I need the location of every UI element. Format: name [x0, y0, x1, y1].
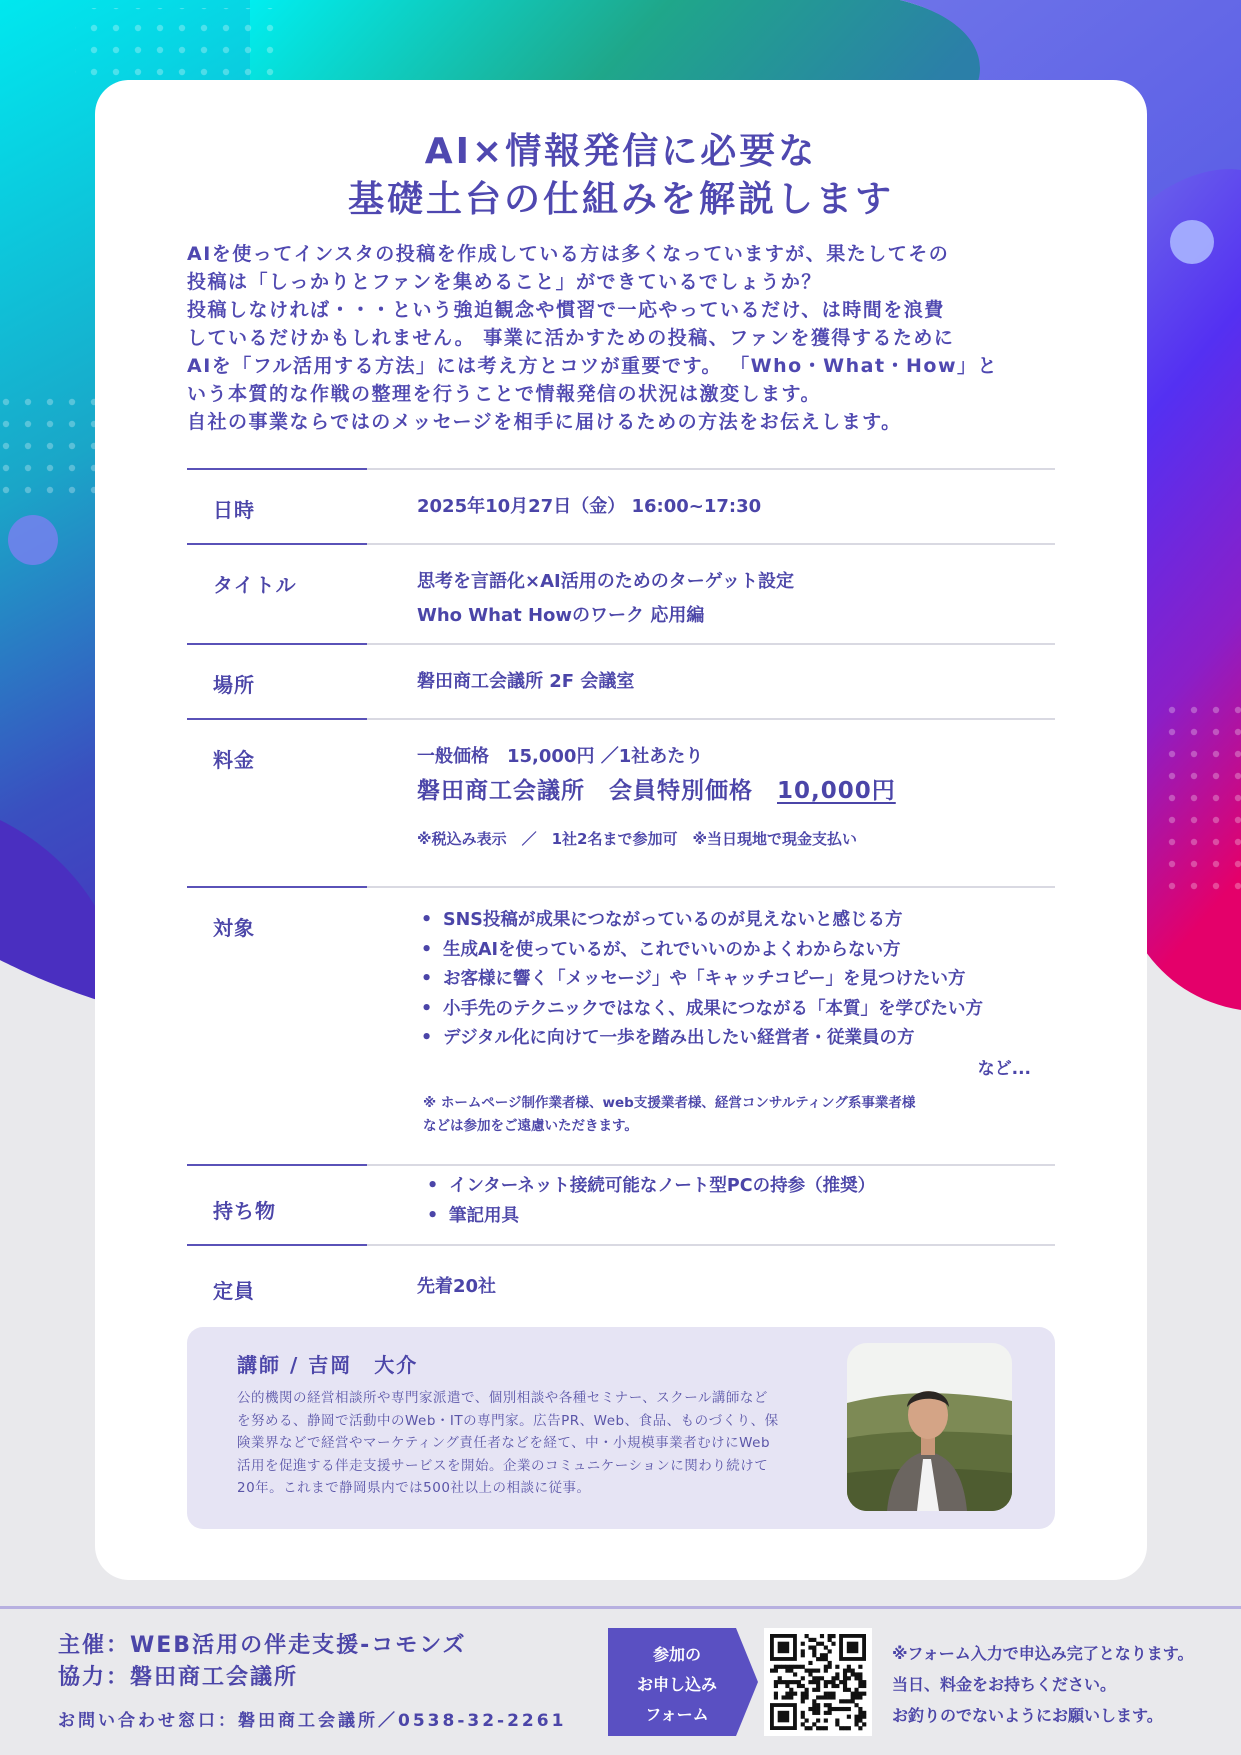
qr-code[interactable] — [764, 1628, 872, 1736]
intro-text: AIを使ってインスタの投稿を作成している方は多くなっていますが、果たしてその 投稿は「しっかりとファンを集めること」ができているでしょうか？ 投稿しなければ・・・という強迫観念や慣習で一応やっているだけ、は時間を浪費 しているだけかもしれません。 事業に活かすための投稿、ファンを獲得するために AIを「フル活用する方法」には考え方とコツが重要です。 「Who・What・How」と いう本質的な作戦の整理を行うことで情報発信の状況は激変します。 自社の事業ならではのメッセージを相手に届けるための方法をお伝えします。 — [187, 243, 999, 433]
page-title: AI×情報発信に必要な 基礎土台の仕組みを解説します — [347, 131, 894, 220]
divider — [187, 1164, 1055, 1166]
divider — [187, 543, 1055, 545]
target-note: ※ ホームページ制作業者様、web支援業者様、経営コンサルティング系事業者様 などは参加をご遠慮いただきます。 — [423, 1094, 916, 1134]
session-title-label: タイトル — [213, 573, 297, 597]
instructor-panel — [187, 1327, 1055, 1529]
fee-member: 磐田商工会議所 会員特別価格 10,000円 — [417, 778, 896, 804]
target-label: 対象 — [213, 916, 255, 940]
datetime-label: 日時 — [213, 498, 255, 522]
target-etc: など... — [977, 1058, 1031, 1079]
capacity-label: 定員 — [213, 1279, 255, 1303]
cooperation: 協力：磐田商工会議所 — [58, 1665, 299, 1690]
list-item: • 小手先のテクニックではなく、成果につながる「本質」を学びたい方 — [417, 995, 1031, 1025]
list-item: • お客様に響く「メッセージ」や「キャッチコピー」を見つけたい方 — [417, 965, 1031, 995]
bring-value — [417, 1172, 875, 1231]
divider — [187, 1244, 1055, 1246]
contact-info: お問い合わせ窓口：磐田商工会議所／0538-32-2261 — [58, 1711, 567, 1731]
capacity-value: 先着20社 — [417, 1276, 497, 1297]
footer-notes: ※フォーム入力で申込み完了となります。 当日、料金をお持ちください。 お釣りのでないようにお願いします。 — [892, 1644, 1194, 1725]
apply-form-button[interactable]: 参加の お申し込み フォーム — [608, 1628, 758, 1736]
qr-code-image — [764, 1628, 872, 1736]
divider — [187, 718, 1055, 720]
divider — [187, 886, 1055, 888]
fee-general: 一般価格 15,000円 ／1社あたり — [417, 746, 704, 767]
divider — [187, 468, 1055, 470]
place-label: 場所 — [213, 673, 255, 697]
fee-label: 料金 — [213, 748, 255, 772]
list-item: • 筆記用具 — [423, 1202, 875, 1232]
instructor-name: 講師 / 吉岡 大介 — [237, 1353, 419, 1377]
list-item: • インターネット接続可能なノート型PCの持参（推奨） — [423, 1172, 875, 1202]
main-card — [95, 80, 1147, 1580]
organizer: 主催：WEB活用の伴走支援-コモンズ — [58, 1633, 467, 1658]
instructor-photo — [847, 1343, 1012, 1511]
session-title-value: 思考を言語化×AI活用のためのターゲット設定 Who What Howのワーク 応用編 — [417, 571, 794, 626]
bring-list — [417, 1172, 875, 1231]
datetime-value: 2025年10月27日（金） 16:00~17:30 — [417, 496, 762, 517]
instructor-bio: 公的機関の経営相談所や専門家派遣で、個別相談や各種セミナー、スクール講師など を努める、静岡で活動中のWeb・ITの専門家。広告PR、Web、食品、ものづくり、保 険業界などで経営やマーケティング責任者などを経て、中・小規模事業者むけにWeb 活用を促進する伴走支援サービスを開始。企業のコミュニケーションに関わり続けて 20年。これまで静岡県内では500社以上の相談に従事。 — [237, 1390, 779, 1496]
footer-divider — [0, 1606, 1241, 1609]
fee-note: ※税込み表示 ／ 1社2名まで参加可 ※当日現地で現金支払い — [417, 830, 858, 848]
target-list — [417, 906, 1031, 1054]
divider — [187, 643, 1055, 645]
list-item: • SNS投稿が成果につながっているのが見えないと感じる方 — [417, 906, 1031, 936]
place-value: 磐田商工会議所 2F 会議室 — [417, 671, 635, 692]
fee-value — [417, 740, 896, 856]
list-item: • デジタル化に向けて一歩を踏み出したい経営者・従業員の方 — [417, 1024, 1031, 1054]
bring-label: 持ち物 — [213, 1199, 276, 1223]
list-item: • 生成AIを使っているが、これでいいのかよくわからない方 — [417, 936, 1031, 966]
target-value — [417, 906, 1031, 1138]
fee-member-price: 10,000円 — [777, 778, 896, 804]
